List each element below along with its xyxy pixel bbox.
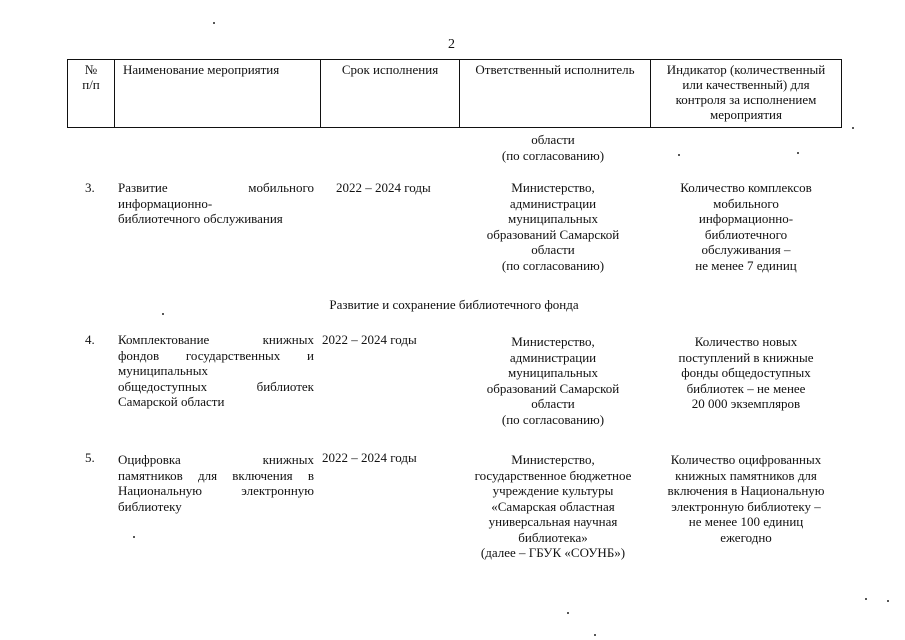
row-4-term: 2022 – 2024 годы — [322, 332, 417, 347]
row-4-responsible: Министерство, администрации муниципальных образований Самарской области (по согласованию) — [486, 334, 620, 427]
header-term: Срок исполнения — [321, 60, 460, 128]
scan-speck — [133, 536, 135, 538]
scan-speck — [594, 634, 596, 636]
header-name: Наименование мероприятия — [115, 60, 321, 128]
row-4-name: Комплектование книжных фондов государственных и муниципальных общедоступных библиотек Самарской области — [118, 332, 314, 409]
row-3-number: 3. — [85, 180, 95, 195]
row-4-indicator: Количество новых поступлений в книжные фонды общедоступных библиотек – не менее 20 000 экземпляров — [678, 334, 814, 411]
row-5-term: 2022 – 2024 годы — [322, 450, 417, 465]
scan-speck — [678, 154, 680, 156]
row-3-name: Развитие мобильного информационно- библиотечного обслуживания — [118, 180, 314, 226]
scan-speck — [797, 152, 799, 154]
row-4-number: 4. — [85, 332, 95, 347]
scan-speck — [213, 22, 215, 24]
scan-speck — [852, 127, 854, 129]
row-5-responsible: Министерство, государственное бюджетное учреждение культуры «Самарская областная универсальная научная библиотека» (далее – ГБУК «СОУНБ») — [474, 452, 632, 560]
row-5-indicator: Количество оцифрованных книжных памятников для включения в Национальную электронную библиотеку – не менее 100 единиц ежегодно — [667, 452, 825, 545]
row-3-responsible: Министерство, администрации муниципальных образований Самарской области (по согласованию) — [486, 180, 620, 273]
header-num: № п/п — [68, 60, 115, 128]
scan-speck — [162, 313, 164, 315]
scan-speck — [567, 612, 569, 614]
section-title: Развитие и сохранение библиотечного фонда — [329, 297, 579, 312]
row-5-number: 5. — [85, 450, 95, 465]
header-responsible: Ответственный исполнитель — [460, 60, 651, 128]
scan-speck — [865, 598, 867, 600]
table-header — [67, 59, 842, 128]
continuation-responsible: области (по согласованию) — [501, 132, 605, 163]
row-5-name: Оцифровка книжных памятников для включения в Национальную электронную библиотеку — [118, 452, 314, 514]
scan-speck — [887, 600, 889, 602]
header-indicator: Индикатор (количественный или качественный) для контроля за исполнением мероприятия — [651, 60, 842, 128]
row-3-term: 2022 – 2024 годы — [336, 180, 431, 195]
row-3-indicator: Количество комплексов мобильного информационно- библиотечного обслуживания – не менее 7 единиц — [680, 180, 812, 273]
page-number: 2 — [448, 37, 455, 52]
